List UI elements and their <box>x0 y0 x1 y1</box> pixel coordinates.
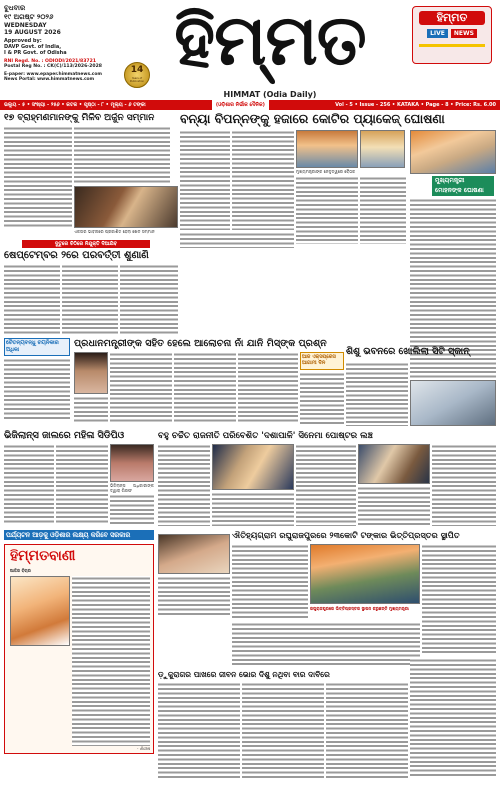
story7-photo-left <box>158 534 230 574</box>
badge-text: Years of Publication <box>129 77 145 83</box>
story1-body-b <box>74 126 170 184</box>
story7-caption: ରଘୁରାଜପୁରରେ ଭିତ୍ତିପ୍ରସ୍ତର ସ୍ଥାପନ କରୁଛନ୍ତି ମୁଖ୍ୟମନ୍ତ୍ରୀ <box>310 606 409 611</box>
story1-headline: ୧୭ ବ୍ରାହ୍ମଣମାନଙ୍କୁ ମିଳିବ ଅର୍ଜୁନ ସମ୍ମାନ <box>4 113 155 123</box>
story6-photo-2 <box>358 444 430 484</box>
himmat-vani-body <box>72 576 150 746</box>
story2-headline: ଷେପ୍ଟେମ୍ବର ୨ରେ ପରବର୍ତ୍ତୀ ଶୁଣାଣି <box>4 250 149 261</box>
lead-photo-1 <box>296 130 358 168</box>
story7-body-3 <box>232 622 420 666</box>
himmat-vani-sign: - ଶିରୀଷ <box>136 746 150 751</box>
story6-body-1 <box>158 444 210 526</box>
date-en: 19 AUGUST 2026 <box>4 29 61 36</box>
story3-body-2 <box>174 352 236 422</box>
portal-link[interactable]: News Portal: www.himmatnews.com <box>4 77 95 82</box>
story6-body-4 <box>358 486 430 526</box>
story2-tag <box>22 240 150 248</box>
story6-photo <box>212 444 294 490</box>
story4-tag-text: ଆଜ ଏକ୍ସପ୍ରେସ ଆଗାମୀ ଦିନ <box>302 354 336 366</box>
story7-body-1 <box>232 544 308 618</box>
lead-body-4 <box>360 176 406 244</box>
cm-tag <box>432 176 494 196</box>
date-block <box>4 4 116 82</box>
cm-tag-text: ମୁଖ୍ୟମନ୍ତ୍ରୀ ମୋହନଙ୍କ ଘୋଷଣା <box>435 177 484 194</box>
cm-photo <box>410 130 496 174</box>
story7-photo <box>310 544 420 604</box>
story3-headline: ପ୍ରଧାନମନ୍ତ୍ରୀଙ୍କ ସହିତ ହେଲେ ଆଲୋଚନା ନାଁ ଯାନି ମିସ୍ଙ୍କ ପ୍ରଶ୍ନ <box>74 338 327 349</box>
story2-body-1 <box>4 264 60 334</box>
date-odia: ୧୯ ଅଗଷ୍ଟ ୨୦୨୬ <box>4 13 54 21</box>
story2-body-3 <box>120 264 178 334</box>
story5-body-1 <box>4 444 54 524</box>
story1-body <box>4 126 72 228</box>
logo-top: ହିମ୍ମତ <box>419 11 485 25</box>
health-tag-text: ଚୈତନ୍ୟବନ୍ଧୁ ଚୟନିକାର ଅଧିକା <box>6 340 59 353</box>
lead-body-1 <box>180 130 230 230</box>
story8-headline: ପର୍ଯ୍ୟଟନ ଆଡ଼କୁ ଓଡ଼ିଶାର ଲକ୍ଷ୍ୟ କରିବେ ସରକାର <box>6 531 131 539</box>
cartoon <box>10 576 70 646</box>
info-odia: ଭଲ୍ୟୁ - ୫ • ସଂଖ୍ୟା - ୨୫୬ • କଟକ • ପୃଷ୍ଠା - ୮ • ମୂଲ୍ୟ - ୬ ଟଙ୍କା <box>4 102 146 108</box>
story4-body-1 <box>300 372 344 426</box>
approved-label: Approved by: <box>4 38 42 44</box>
story9-body-4 <box>410 658 496 778</box>
story7-headline: ଐତିହ୍ୟଗ୍ରାମ ରଘୁରାଜପୁରରେ ୨୩କୋଟି ଟଙ୍କାର ଭିତ୍ତିପ୍ରସ୍ତର ସ୍ଥାପିତ <box>232 530 460 540</box>
info-center: (ଓଡ଼ିଶାର ନିର୍ଭୀକ ଦୈନିକ) <box>212 100 269 110</box>
story5-photo <box>110 444 154 482</box>
lead-headline: ବନ୍ୟା ବିପନ୍ନଙ୍କୁ ହଜାରେ କୋଟିର ପ୍ୟାକେଜ୍ ଘୋଷଣା <box>180 111 445 126</box>
story4-photo <box>410 380 496 426</box>
story4-tag <box>300 352 344 370</box>
lead-photo-2 <box>360 130 405 168</box>
story9-body-3 <box>326 682 408 778</box>
story9-headline: ଡ଼ୁକୁରାଗର ପାଖରେ ଜୀବନ ଭୋର ଦିଶୁ ନଥିବା ବାର ଦାବିରେ <box>158 670 330 679</box>
story3-body-3 <box>238 352 298 422</box>
story3-photo <box>74 352 108 394</box>
story1-photo <box>74 186 178 228</box>
story2-tag-text: ଦୁତୁରେ ଚିଠିରେ ନିଯୁକ୍ତି ଦିଆଯିବ <box>54 241 118 247</box>
newspaper-title: ହିମ୍ମତ <box>174 0 366 81</box>
story5-caption: ଭିଜିଲାନ୍ସ ଅଧିକାରୀଙ୍କ ଦ୍ୱାରା ଗିରଫ <box>110 483 154 494</box>
story5-body-2 <box>56 444 108 524</box>
lead-body-3 <box>296 176 358 244</box>
story4-body-2 <box>346 362 408 426</box>
story6-body-2 <box>212 492 294 526</box>
postal-number: Postal Reg No. : CK(C)/113/2026-2028 <box>4 64 102 69</box>
story9-body-1 <box>158 682 240 778</box>
logo-underline <box>419 44 485 47</box>
story5-headline: ଭିଜିଲାନ୍ସ ଜାଲରେ ମହିଳା ସିଡିପିଓ <box>4 430 125 441</box>
story6-body-3 <box>296 444 356 526</box>
anniversary-badge <box>124 62 150 88</box>
approved-ipr: I & PR Govt. of Odisha <box>4 50 67 56</box>
himmat-vani-caption: ଆଜିର ବିଚାର <box>10 568 31 573</box>
health-body <box>4 358 70 420</box>
story2-body-2 <box>62 264 118 334</box>
lead-caption: ମୁଖ୍ୟମନ୍ତ୍ରୀଙ୍କ ନେତୃତ୍ୱରେ ବୈଠକ <box>296 169 356 174</box>
info-en: Vol - 5 • Issue - 256 • KATAKA • Page - 8 • Price: Rs. 6.00 <box>335 102 496 108</box>
story1-caption: ଏକତାର ଭାବନାରେ ପ୍ରକାଶିତ ହେଲା ଖେଳ ସମ୍ମାନ <box>74 229 155 234</box>
day-odia: ବୁଧବାର <box>4 4 26 12</box>
news-label: NEWS <box>451 29 477 38</box>
live-news-logo <box>412 6 492 64</box>
story7-side-body <box>158 576 230 616</box>
info-bar <box>0 100 500 110</box>
story6-headline: ବହୁ ଚର୍ଚ୍ଚିତ ରାଜନୀତି ପରିବେଶିତ 'ଦଶାପାଳି' ସିନେମା ପୋଷ୍ଟର ଲଞ୍ଚ <box>158 431 373 441</box>
story3-body-4 <box>74 396 108 422</box>
story6-body-5 <box>432 444 496 526</box>
subtitle-en: HIMMAT (Odia Daily) <box>223 90 317 99</box>
story4-headline: ଶିଶୁ ଭବନରେ ଖୋଲିଲା ସିଟି ସ୍କାନ୍ <box>346 346 470 357</box>
badge-years: 14 <box>130 65 144 75</box>
story3-body-1 <box>110 352 172 422</box>
himmat-vani-logo: ହିମ୍ମତବାଣୀ <box>10 548 76 564</box>
story9-body-2 <box>242 682 324 778</box>
story5-body-3 <box>110 494 154 524</box>
masthead <box>0 0 500 100</box>
story7-body-2 <box>422 544 496 654</box>
lead-body-2 <box>232 130 294 230</box>
lead-body-5 <box>180 232 294 248</box>
rni-number: RNI Regd. No. : ODIODI/2021/83721 <box>4 59 97 64</box>
epaper-link[interactable]: E-paper: www.epaper.himmatnews.com <box>4 72 102 77</box>
health-tag <box>4 338 70 356</box>
live-label: LIVE <box>427 29 448 38</box>
day-en: WEDNESDAY <box>4 22 47 29</box>
approved-davp: DAVP Govt. of India, <box>4 44 62 50</box>
